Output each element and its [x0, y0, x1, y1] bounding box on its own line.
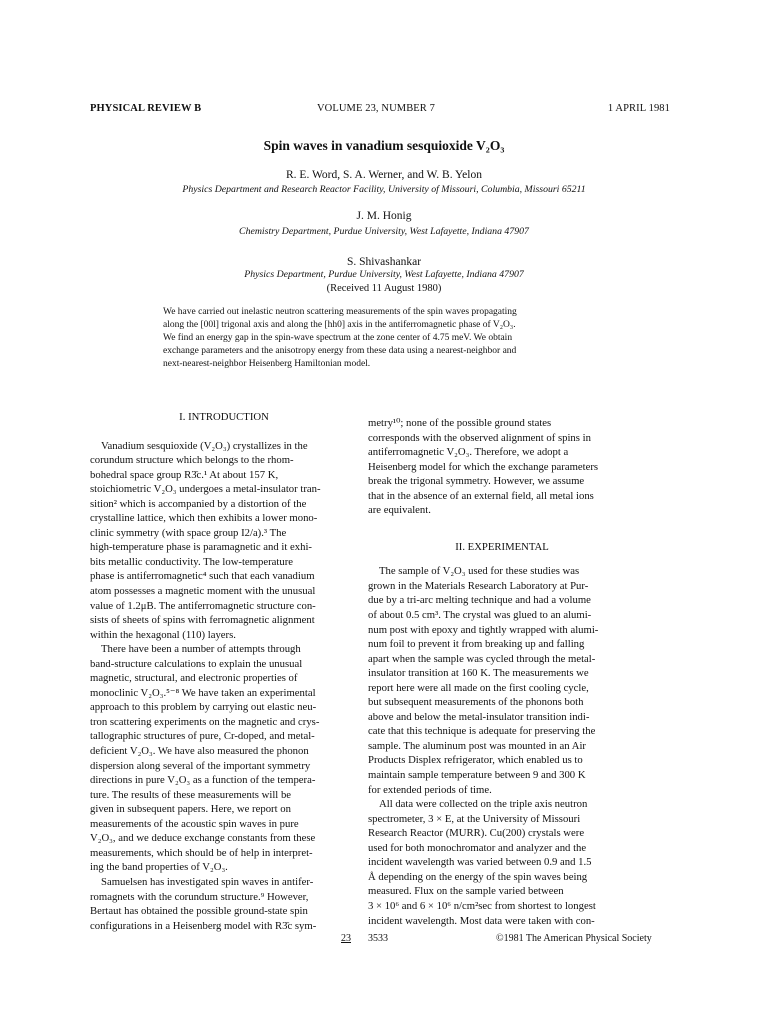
text-line: but subsequent measurements of the phonons both — [368, 696, 584, 709]
text-line: tron scattering experiments on the magnetic and crys- — [90, 715, 320, 728]
text-line: sition² which is accompanied by a distortion of the — [90, 497, 307, 510]
affiliation-3: Physics Department, Purdue University, West Lafayette, Indiana 47907 — [244, 269, 524, 280]
text-line: used for both monochromator and analyzer and the — [368, 841, 587, 854]
page-mark: 23 — [341, 933, 351, 944]
text-line: ture. The results of these measurements will be — [90, 788, 292, 801]
text-line: band-structure calculations to explain the unusual — [90, 657, 303, 670]
text-line: Samuelsen has investigated spin waves in antifer- — [101, 875, 314, 888]
text-line: incident wavelength. Most data were taken with con- — [368, 914, 595, 927]
text-line: high-temperature phase is paramagnetic and it exhi- — [90, 541, 312, 554]
text-line: that in the absence of an external field, all metal ions — [368, 489, 594, 502]
text-line: of about 0.5 cm³. The crystal was glued to an alumi- — [368, 609, 592, 622]
abstract — [163, 306, 603, 371]
text-line: Products Displex refrigerator, which enabled us to — [368, 754, 583, 767]
text-line: monoclinic V₂O₃.⁵⁻⁸ We have taken an experimental — [90, 686, 316, 699]
text-line: clinic symmetry (with space group I2/a).³ The — [90, 526, 287, 539]
text-line: grown in the Materials Research Laboratory at Pur- — [368, 579, 589, 592]
text-line: tallographic structures of pure, Cr-doped, and metal- — [90, 730, 315, 743]
text-line: magnetic, structural, and electronic properties of — [90, 672, 298, 685]
text-line: romagnets with the corundum structure.⁹ However, — [90, 890, 309, 903]
section-heading-experimental: II. EXPERIMENTAL — [455, 540, 549, 553]
journal-name: PHYSICAL REVIEW B — [90, 103, 202, 114]
section-heading-introduction: I. INTRODUCTION — [179, 411, 269, 423]
text-line: Research Reactor (MURR). Cu(200) crystals were — [368, 827, 585, 840]
text-line: approach to this problem by carrying out elastic neu- — [90, 701, 317, 714]
text-line: are equivalent. — [368, 504, 431, 517]
paper-title: Spin waves in vanadium sesquioxide V₂O₃ — [263, 138, 505, 153]
page-number: 3533 — [368, 933, 388, 944]
authors-group-2: J. M. Honig — [356, 210, 412, 222]
text-line: All data were collected on the triple axis neutron — [379, 798, 588, 811]
authors-group-1: R. E. Word, S. A. Werner, and W. B. Yelon — [286, 169, 482, 181]
text-line: crystalline lattice, which then exhibits a lower mono- — [90, 512, 318, 525]
text-line: directions in pure V₂O₃ as a function of the tempera- — [90, 774, 316, 787]
text-line: above and below the metal-insulator transition indi- — [368, 710, 590, 723]
affiliation-2: Chemistry Department, Purdue University, West Lafayette, Indiana 47907 — [239, 226, 529, 237]
right-column-text-bottom — [368, 564, 636, 928]
left-column-text — [90, 439, 358, 934]
text-line: antiferromagnetic V₂O₃. Therefore, we adopt a — [368, 446, 569, 459]
text-line: bits metallic conductivity. The low-temperature — [90, 555, 293, 568]
text-line: given in subsequent papers. Here, we report on — [90, 803, 291, 816]
text-line: spectrometer, 3 × E, at the University of Missouri — [368, 812, 581, 825]
text-line: insulator transition at 160 K. The measurements we — [368, 667, 589, 680]
abstract-line: We have carried out inelastic neutron scattering measurements of the spin waves propagating — [163, 307, 517, 317]
text-line: num post with epoxy and tightly wrapped with alumi- — [368, 623, 599, 636]
text-line: bohedral space group R3̄c.¹ At about 157 K, — [90, 468, 279, 481]
text-line: within the hexagonal (110) layers. — [90, 628, 236, 641]
text-line: due by a tri-arc melting technique and had a volume — [368, 594, 591, 607]
text-line: measurements, which should be of help in interpret- — [90, 846, 313, 859]
copyright-notice: ©1981 The American Physical Society — [496, 933, 652, 944]
text-line: corresponds with the observed alignment of spins in — [368, 431, 591, 444]
text-line: V₂O₃, and we deduce exchange constants from these — [90, 832, 316, 845]
text-line: sists of sheets of spins with ferromagnetic alignment — [90, 614, 315, 627]
text-line: ing the band properties of V₂O₃. — [90, 861, 228, 874]
authors-group-3: S. Shivashankar — [346, 256, 422, 268]
text-line: Heisenberg model for which the exchange parameters — [368, 460, 599, 473]
text-line: cate that this technique is adequate for preserving the — [368, 725, 596, 738]
text-line: corundum structure which belongs to the rhom- — [90, 454, 294, 467]
text-line: There have been a number of attempts through — [101, 643, 301, 656]
text-line: atom possesses a magnetic moment with the unusual — [90, 585, 316, 598]
text-line: measurements of the acoustic spin waves in pure — [90, 817, 299, 830]
issue-date: 1 APRIL 1981 — [607, 103, 670, 114]
text-line: metry¹⁰; none of the possible ground states — [368, 417, 552, 429]
text-line: for extended periods of time. — [368, 783, 492, 796]
text-line: break the trigonal symmetry. However, we assume — [368, 475, 585, 488]
text-line: Bertaut has obtained the possible ground-state spin — [90, 905, 308, 918]
received-date: (Received 11 August 1980) — [326, 283, 442, 294]
right-column — [368, 416, 636, 928]
text-line: The sample of V₂O₃ used for these studies was — [379, 565, 580, 578]
text-line: measured. Flux on the sample varied between — [368, 885, 564, 898]
text-line: apart when the sample was cycled through the metal- — [368, 652, 596, 665]
text-line: Å depending on the energy of the spin waves being — [368, 870, 588, 883]
text-line: value of 1.2μB. The antiferromagnetic structure con- — [90, 599, 316, 612]
text-line: incident wavelength was varied between 0.9 and 1.5 — [368, 856, 592, 869]
text-line: configurations in a Heisenberg model with R3̄c sym- — [90, 919, 317, 932]
text-line: deficient V₂O₃. We have also measured the phonon — [90, 745, 309, 758]
abstract-line: exchange parameters and the anisotropy energy from these data using a nearest-neighbor and — [163, 346, 517, 357]
text-line: maintain sample temperature between 9 and 300 K — [368, 769, 586, 782]
text-line: stoichiometric V₂O₃ undergoes a metal-insulator tran- — [90, 483, 321, 496]
abstract-line: along the [00l] trigonal axis and along the [hh0] axis in the antiferromagnetic phase of V₂O₃. — [163, 320, 516, 331]
text-line: num foil to prevent it from breaking up and falling — [368, 638, 585, 651]
text-line: report here were all made on the first cooling cycle, — [368, 681, 589, 694]
abstract-line: We find an energy gap in the spin-wave spectrum at the zone center of 4.75 meV. We obtain — [163, 333, 513, 344]
text-line: Vanadium sesquioxide (V₂O₃) crystallizes in the — [101, 439, 308, 452]
text-line: sample. The aluminum post was mounted in an Air — [368, 739, 586, 752]
text-line: dispersion along several of the important symmetry — [90, 759, 311, 772]
affiliation-1: Physics Department and Research Reactor Facility, University of Missouri, Columbia, Missouri 65211 — [182, 184, 586, 195]
volume-number: VOLUME 23, NUMBER 7 — [317, 103, 435, 114]
right-column-text-top — [368, 416, 636, 518]
text-line: phase is antiferromagnetic⁴ such that each vanadium — [90, 570, 315, 583]
text-line: 3 × 10⁶ and 6 × 10⁶ n/cm²sec from shortest to longest — [368, 899, 596, 912]
abstract-line: next-nearest-neighbor Heisenberg Hamiltonian model. — [163, 359, 371, 370]
left-column — [90, 410, 358, 933]
